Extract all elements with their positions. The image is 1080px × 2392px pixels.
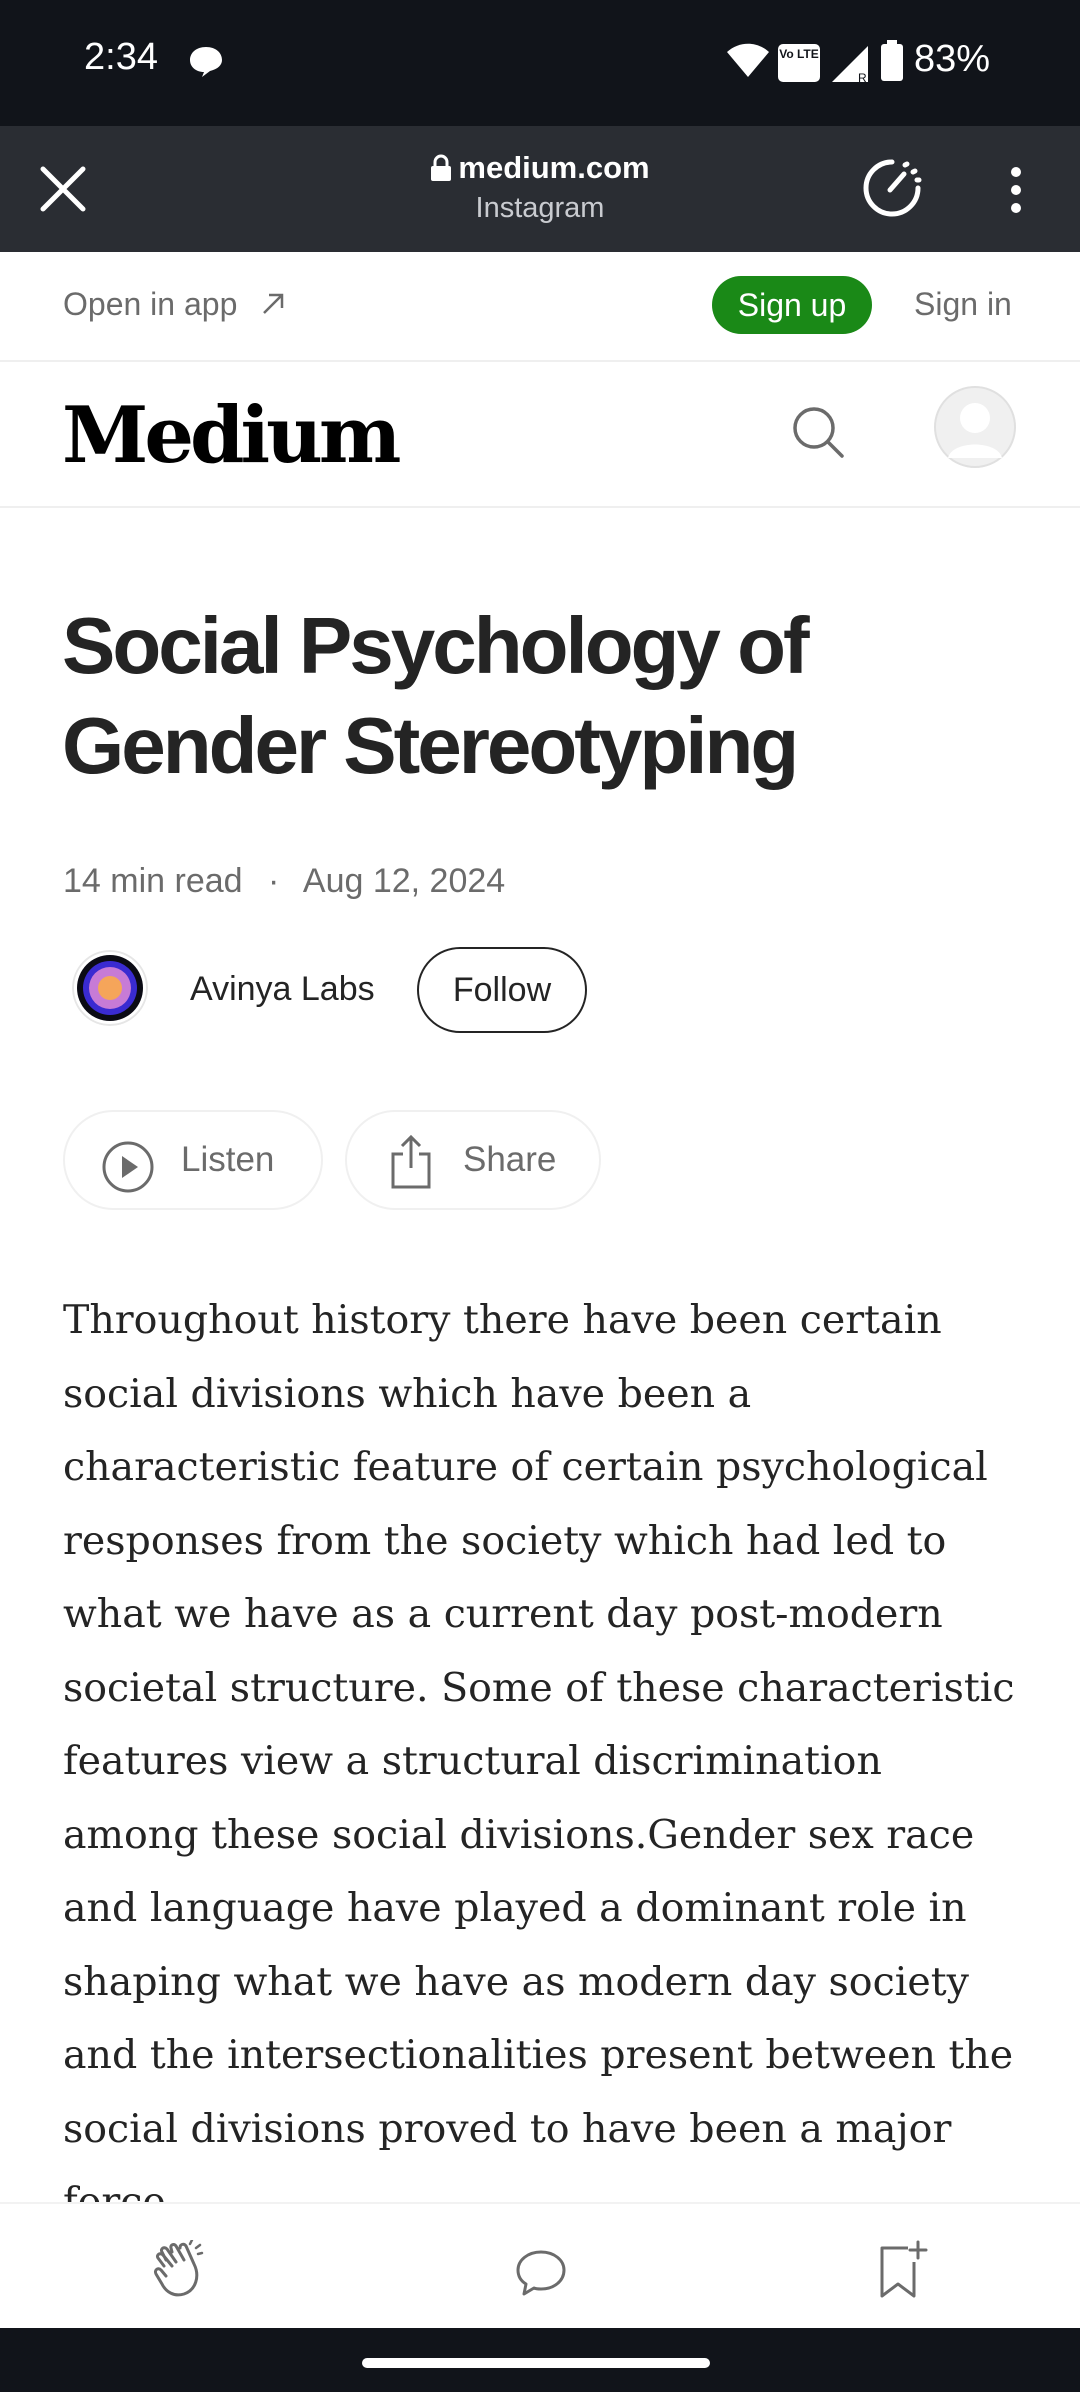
default-avatar-icon [934, 386, 1016, 468]
play-icon [101, 1140, 155, 1194]
share-icon [389, 1134, 433, 1190]
battery-icon [880, 40, 904, 82]
site-header [0, 360, 1080, 508]
svg-text:R: R [858, 71, 867, 84]
share-button[interactable] [345, 1110, 601, 1210]
follow-button[interactable]: Follow [417, 947, 587, 1033]
search-icon[interactable] [790, 404, 846, 460]
share-label: Share [463, 1140, 557, 1179]
medium-logo[interactable]: Medium [62, 390, 398, 481]
article-body: Throughout history there have been certain social divisions which have been a characteristic feature of certain psychological responses from the society which had led to what we have as a current day post-modern societal structure. Some of these characteristic features view a structural discrimination among these social divisions.Gender sex race and language have played a dominant role in shaping what we have as modern day society and the intersectionalities present between the social divisions proved to have been a major [63, 1297, 1015, 2152]
cell-signal-icon [830, 44, 870, 84]
more-vertical-icon[interactable] [1000, 166, 1032, 214]
clap-icon[interactable] [150, 2240, 206, 2300]
bookmark-add-icon[interactable] [878, 2240, 928, 2300]
open-in-app-bar [0, 252, 1080, 362]
status-bar [0, 0, 1080, 126]
article-action-bar [0, 2202, 1080, 2330]
author-avatar-icon[interactable] [72, 950, 148, 1026]
url-source: Instagram [475, 192, 605, 224]
meta-separator: · [268, 862, 280, 900]
home-gesture-handle[interactable] [362, 2358, 710, 2368]
system-navigation-bar [0, 2328, 1080, 2392]
publish-date: Aug 12, 2024 [302, 862, 506, 900]
read-time: 14 min read [63, 862, 243, 900]
wifi-icon [726, 42, 770, 78]
status-time: 2:34 [84, 36, 158, 78]
sign-up-button[interactable]: Sign up [712, 276, 872, 334]
volte-icon: Vo LTE [778, 44, 820, 82]
battery-percentage: 83% [914, 38, 991, 80]
domain-text: medium.com [458, 150, 650, 185]
sign-in-link[interactable]: Sign in [914, 286, 1012, 322]
user-avatar[interactable] [934, 386, 1016, 468]
lock-icon [430, 154, 452, 182]
arrow-up-right-icon [260, 291, 286, 317]
browser-toolbar [0, 126, 1080, 252]
page-load-speed-icon[interactable] [860, 156, 924, 220]
article-title: Social Psychology of Gender Stereotyping [62, 601, 807, 790]
listen-label: Listen [181, 1140, 275, 1179]
open-in-app-link[interactable]: Open in app [63, 286, 286, 323]
listen-button[interactable] [63, 1110, 323, 1210]
author-name[interactable]: Avinya Labs [190, 970, 375, 1008]
article-meta [63, 862, 505, 901]
comment-icon[interactable] [514, 2248, 568, 2298]
messenger-notification-icon [188, 44, 224, 78]
